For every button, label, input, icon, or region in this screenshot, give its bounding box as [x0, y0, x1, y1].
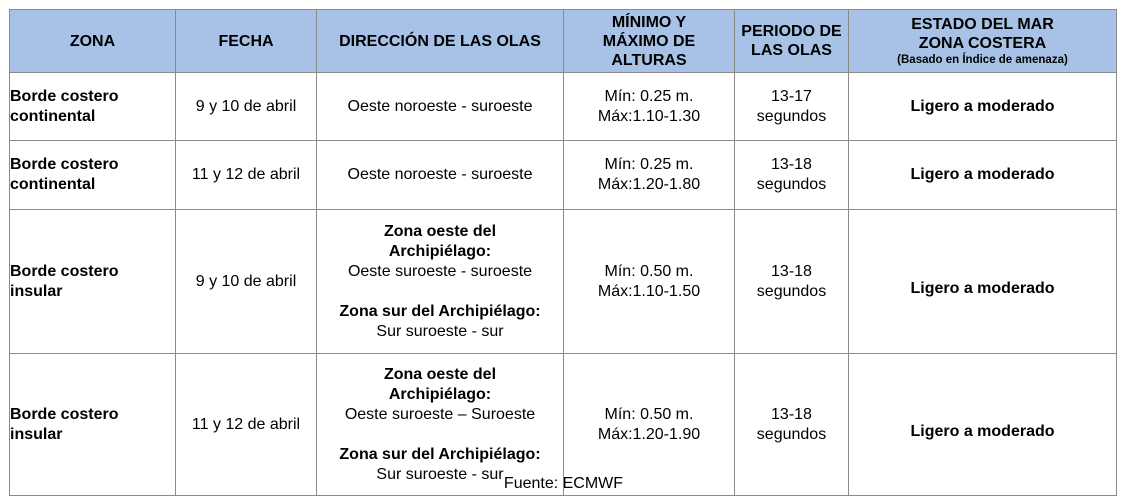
zona-oeste-title: Zona oeste del	[383, 222, 497, 240]
cell-estado: Ligero a moderado	[849, 141, 1117, 210]
header-periodo: PERIODO DE LAS OLAS	[735, 10, 849, 73]
cell-estado: Ligero a moderado	[849, 210, 1117, 354]
cell-alturas: Mín: 0.50 m. Máx:1.20-1.90	[564, 354, 735, 496]
cell-alturas: Mín: 0.25 m. Máx:1.20-1.80	[564, 141, 735, 210]
zona-oeste-title-2: Archipiélago:	[388, 385, 492, 403]
cell-alturas: Mín: 0.50 m. Máx:1.10-1.50	[564, 210, 735, 354]
cell-periodo: 13-18 segundos	[735, 354, 849, 496]
zona-sur-title: Zona sur del Archipiélago:	[339, 302, 541, 320]
table-row	[10, 141, 1117, 210]
cell-periodo: 13-18 segundos	[735, 210, 849, 354]
cell-alturas: Mín: 0.25 m. Máx:1.10-1.30	[564, 73, 735, 141]
cell-fecha: 11 y 12 de abril	[176, 141, 317, 210]
zona-sur-title: Zona sur del Archipiélago:	[339, 445, 541, 463]
header-zona: ZONA	[10, 10, 176, 73]
zona-oeste-direction: Oeste suroeste - suroeste	[347, 262, 533, 280]
cell-direccion	[317, 210, 564, 354]
header-estado-note: (Basado en Índice de amenaza)	[897, 54, 1068, 66]
cell-zona: Borde costero insular	[10, 210, 176, 354]
sea-state-forecast-table	[9, 9, 1117, 496]
zona-oeste-title-2: Archipiélago:	[388, 242, 492, 260]
cell-periodo: 13-18 segundos	[735, 141, 849, 210]
header-row	[10, 10, 1117, 73]
cell-zona: Borde costero continental	[10, 73, 176, 141]
cell-direccion: Oeste noroeste - suroeste	[317, 141, 564, 210]
zona-oeste-title: Zona oeste del	[383, 365, 497, 383]
cell-estado: Ligero a moderado	[849, 73, 1117, 141]
zona-oeste-direction: Oeste suroeste – Suroeste	[344, 405, 536, 423]
cell-zona: Borde costero insular	[10, 354, 176, 496]
header-estado: ESTADO DEL MAR ZONA COSTERA (Basado en Índice de amenaza)	[849, 10, 1117, 73]
cell-estado: Ligero a moderado	[849, 354, 1117, 496]
source-caption: Fuente: ECMWF	[503, 475, 624, 492]
table-row	[10, 210, 1117, 354]
header-fecha: FECHA	[176, 10, 317, 73]
zona-sur-direction: Sur suroeste - sur	[376, 322, 504, 340]
cell-zona: Borde costero continental	[10, 141, 176, 210]
cell-fecha: 9 y 10 de abril	[176, 73, 317, 141]
header-direccion: DIRECCIÓN DE LAS OLAS	[317, 10, 564, 73]
header-alturas: MÍNIMO Y MÁXIMO DE ALTURAS	[564, 10, 735, 73]
table-row	[10, 73, 1117, 141]
cell-fecha: 9 y 10 de abril	[176, 210, 317, 354]
zona-sur-direction: Sur suroeste - sur	[376, 465, 504, 483]
cell-fecha: 11 y 12 de abril	[176, 354, 317, 496]
cell-periodo: 13-17 segundos	[735, 73, 849, 141]
cell-direccion: Oeste noroeste - suroeste	[317, 73, 564, 141]
